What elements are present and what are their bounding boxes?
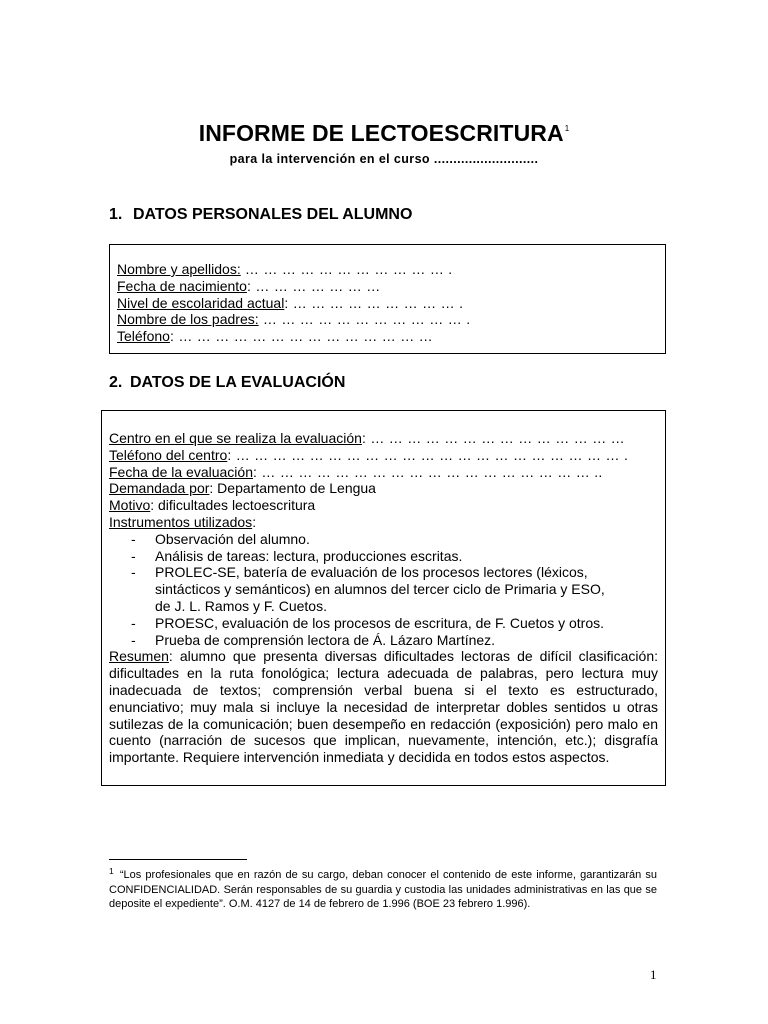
summary-paragraph <box>109 648 658 766</box>
summary-label: Resumen <box>109 648 169 665</box>
field-label: Centro en el que se realiza la evaluación <box>109 430 362 446</box>
field-value: : <box>252 513 257 530</box>
page-number: 1 <box>650 967 657 982</box>
field-label: Nombre de los padres: <box>117 311 259 328</box>
list-item <box>109 632 658 649</box>
field-label: Motivo <box>109 497 151 514</box>
list-dash: - <box>131 564 136 581</box>
section-1-title: DATOS PERSONALES DEL ALUMNO <box>133 206 413 223</box>
field-row-instruments <box>109 514 658 531</box>
footnote-text: “Los profesionales que en razón de su cargo, deban conocer el contenido de este informe, garantizarán su CONFIDENCIALIDAD. Serán responsables de su guardia y custodia las unidades administrativas en las que se deposite el expediente”. O.M. 4127 de 14 de febrero de 1.996 (BOE 23 febrero 1.996). <box>109 869 657 910</box>
field-row-center <box>109 430 658 447</box>
list-item-line: Prueba de comprensión lectora de Á. Lázaro Martínez. <box>155 631 496 648</box>
list-item <box>109 548 658 565</box>
list-item <box>109 531 658 548</box>
field-label: Demandada por <box>109 480 210 497</box>
list-item-line: Observación del alumno. <box>155 530 310 547</box>
field-value: : … … … … … … … <box>246 277 381 294</box>
list-dash: - <box>131 530 136 547</box>
title-text: INFORME DE LECTOESCRITURA <box>198 120 564 146</box>
field-row-birthdate <box>117 278 665 295</box>
instruments-list <box>109 531 658 649</box>
field-row-name <box>117 261 665 278</box>
field-label: Teléfono <box>117 328 170 345</box>
list-dash: - <box>131 614 136 631</box>
field-value: … … … … … … … … … … … . <box>240 261 453 277</box>
field-value: : Departamento de Lengua <box>209 480 376 497</box>
title-footnote-mark: 1 <box>564 124 570 133</box>
field-row-phone <box>117 328 665 345</box>
list-item-line: de J. L. Ramos y F. Cuetos. <box>155 597 327 614</box>
document-subtitle: para la intervención en el curso ........................... <box>229 152 539 166</box>
field-value: : … … … … … … … … … . <box>284 294 464 311</box>
field-label: Nombre y apellidos: <box>117 261 241 277</box>
list-dash: - <box>131 631 136 648</box>
field-label: Instrumentos utilizados <box>109 513 253 530</box>
field-row-reason <box>109 497 658 514</box>
footnote <box>109 864 657 912</box>
field-label: Teléfono del centro <box>109 446 228 463</box>
field-value: : … … … … … … … … … … … … … … <box>361 430 625 446</box>
field-row-school-level <box>117 295 665 312</box>
list-dash: - <box>131 547 136 564</box>
field-row-requested-by <box>109 480 658 497</box>
list-item-line: Análisis de tareas: lectura, producciones escritas. <box>155 547 463 564</box>
summary-text: : alumno que presenta diversas dificultades lectoras de difícil clasificación: dificultades en la ruta fonológica; lectura adecuada de palabras, pero lectura muy inadecuada de textos; comprensión verbal buena si el texto es estructurado, enunciativo; muy mala si incluye la necesidad de interpretar dobles sentidos u otras sutilezas de la comunicación; buen desempeño en redacción (exposición) pero malo en cuento (narración de sucesos que implican, nuevamente, intención, etc.); disgrafía importante. Requiere intervención inmediata y decidida en todos estos aspectos. <box>109 648 658 766</box>
field-label: Fecha de nacimiento <box>117 277 247 294</box>
list-item <box>109 564 658 614</box>
field-label: Fecha de la evaluación <box>109 463 253 480</box>
list-item-line: PROLEC-SE, batería de evaluación de los procesos lectores (léxicos, <box>155 564 588 581</box>
list-item-line: PROESC, evaluación de los procesos de escritura, de F. Cuetos y otros. <box>155 614 604 631</box>
field-value: : dificultades lectoescritura <box>150 497 316 514</box>
section-1-number: 1. <box>109 206 123 223</box>
section-2-title: DATOS DE LA EVALUACIÓN <box>130 374 346 391</box>
footnote-mark: 1 <box>109 866 114 876</box>
list-item <box>109 615 658 632</box>
section-2-heading <box>109 374 345 392</box>
field-value: : … … … … … … … … … … … … … … … … … … .. <box>253 463 603 480</box>
field-value: : … … … … … … … … … … … … … … <box>169 328 433 345</box>
field-label: Nivel de escolaridad actual <box>117 294 285 311</box>
evaluation-data-box <box>101 410 666 786</box>
field-value: : … … … … … … … … … … … … … … … … … … … … … . <box>227 446 629 463</box>
footnote-separator <box>109 859 247 860</box>
list-item-line: sintácticos y semánticos) en alumnos del tercer ciclo de Primaria y ESO, <box>155 581 605 598</box>
field-value: … … … … … … … … … … … . <box>258 311 471 328</box>
personal-data-box <box>109 244 666 354</box>
field-row-center-phone <box>109 447 658 464</box>
section-1-heading <box>109 206 412 224</box>
section-2-number: 2. <box>109 374 123 391</box>
field-row-parents <box>117 311 665 328</box>
field-row-eval-date <box>109 464 658 481</box>
document-title <box>0 120 768 147</box>
